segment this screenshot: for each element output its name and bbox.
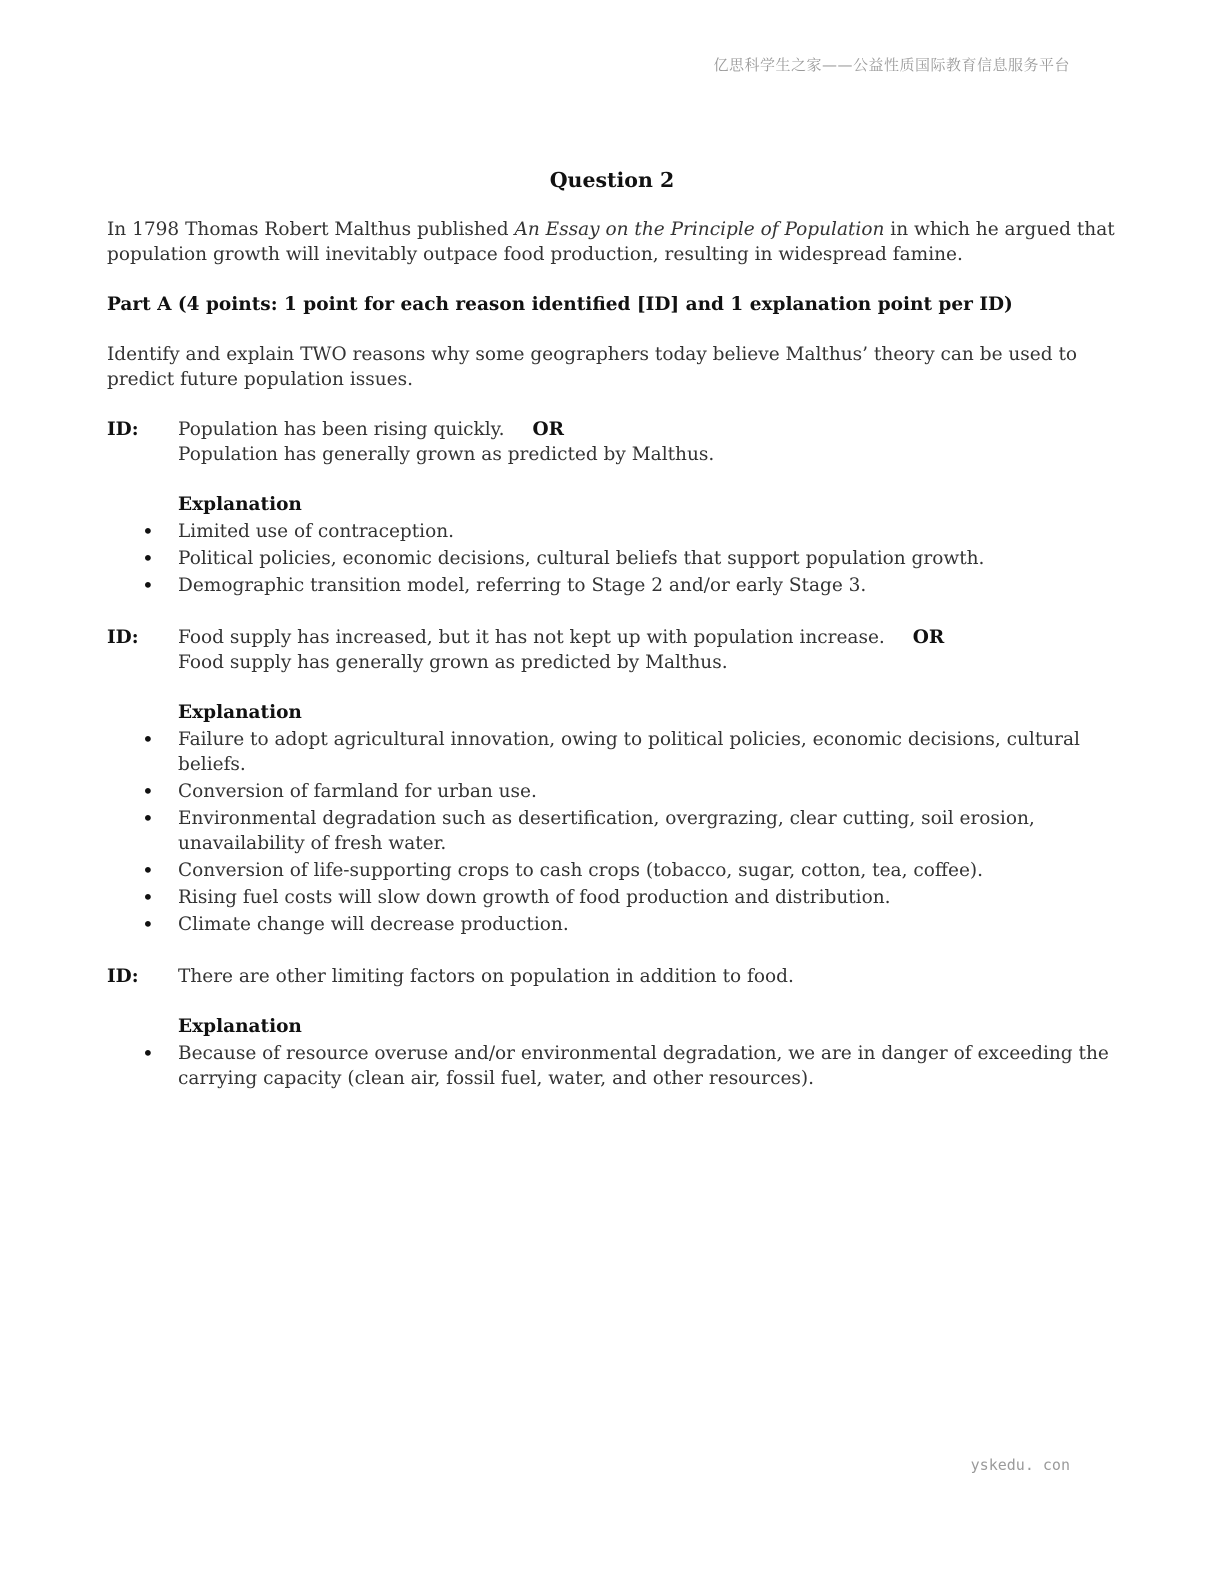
part-a-heading: Part A (4 points: 1 point for each reason identified [ID] and 1 explanation point per ID) (107, 294, 1013, 315)
id-body (178, 417, 1117, 517)
id-text: Food supply has increased, but it has not kept up with population increase. (178, 627, 885, 648)
explanation-item: • Failure to adopt agricultural innovation, owing to political policies, economic decisions, cultural beliefs. (178, 727, 1117, 777)
explanation-item: • Political policies, economic decisions, cultural beliefs that support population growth. (178, 546, 1117, 571)
explanation-heading: Explanation (178, 1016, 302, 1037)
id-text: There are other limiting factors on population in addition to food. (178, 966, 794, 987)
explanation-item: • Conversion of life-supporting crops to cash crops (tobacco, sugar, cotton, tea, coffee). (178, 858, 1117, 883)
id-block-3 (107, 964, 1117, 1039)
intro-text-start: In 1798 Thomas Robert Malthus published (107, 219, 515, 240)
id-block-1 (107, 417, 1117, 517)
id-alt-text: Population has generally grown as predicted by Malthus. (178, 444, 715, 465)
id-text: Population has been rising quickly. (178, 419, 505, 440)
book-title: An Essay on the Principle of Population (514, 219, 885, 240)
intro-paragraph (107, 217, 1117, 267)
explanation-item: • Limited use of contraception. (178, 519, 1117, 544)
id-line (178, 417, 1117, 442)
explanation-item: • Conversion of farmland for urban use. (178, 779, 1117, 804)
explanation-item: • Environmental degradation such as desertification, overgrazing, clear cutting, soil erosion, unavailability of fresh water. (178, 806, 1117, 856)
document-content (107, 168, 1117, 1093)
explanation-list-3 (107, 1041, 1117, 1091)
explanation-heading: Explanation (178, 494, 302, 515)
question-prompt: Identify and explain TWO reasons why some geographers today believe Malthus’ theory can be used to predict future population issues. (107, 344, 1078, 390)
id-line (178, 625, 1117, 650)
or-label: OR (532, 419, 565, 440)
id-label: ID: (107, 627, 139, 648)
explanation-list-1 (107, 519, 1117, 598)
id-body (178, 964, 1117, 1039)
explanation-item: • Rising fuel costs will slow down growth of food production and distribution. (178, 885, 1117, 910)
or-label: OR (912, 627, 945, 648)
id-label: ID: (107, 419, 139, 440)
intro-text-end: in which he argued that population growth will inevitably outpace food production, resulting in widespread famine. (107, 219, 1115, 265)
question-title: Question 2 (549, 168, 675, 192)
header-watermark: 亿思科学生之家——公益性质国际教育信息服务平台 (713, 56, 1070, 74)
explanation-item: • Because of resource overuse and/or environmental degradation, we are in danger of exceeding the carrying capacity (clean air, fossil fuel, water, and other resources). (178, 1041, 1117, 1091)
explanation-list-2 (107, 727, 1117, 937)
footer-watermark: yskedu. con (970, 1456, 1070, 1474)
id-body (178, 625, 1117, 725)
id-label: ID: (107, 966, 139, 987)
explanation-item: • Demographic transition model, referring to Stage 2 and/or early Stage 3. (178, 573, 1117, 598)
id-block-2 (107, 625, 1117, 725)
explanation-item: • Climate change will decrease production. (178, 912, 1117, 937)
explanation-heading: Explanation (178, 702, 302, 723)
id-alt-text: Food supply has generally grown as predicted by Malthus. (178, 652, 728, 673)
